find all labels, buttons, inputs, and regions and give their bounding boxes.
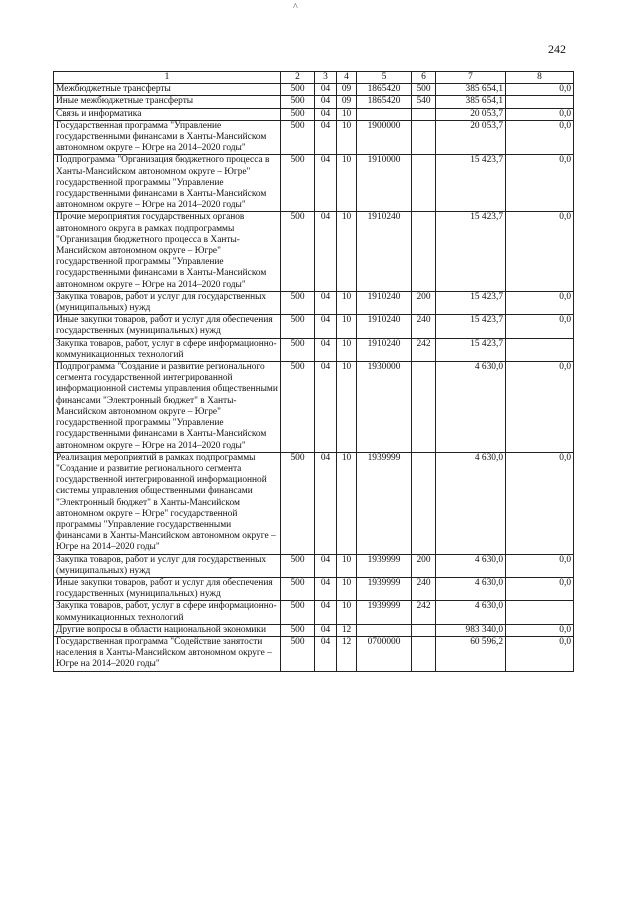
table-row xyxy=(54,577,574,600)
section-code-cell: 04 xyxy=(315,554,337,577)
amount-cell: 4 630,0 xyxy=(436,554,506,577)
section-code-cell: 04 xyxy=(315,624,337,636)
section-code-cell: 04 xyxy=(315,291,337,314)
table-row xyxy=(54,96,574,108)
expense-type-cell xyxy=(412,362,436,453)
target-article-cell: 1939999 xyxy=(357,554,412,577)
table-row xyxy=(54,601,574,624)
second-amount-cell: 0,0 xyxy=(506,120,574,155)
amount-cell: 15 423,7 xyxy=(436,155,506,212)
section-code-cell: 04 xyxy=(315,315,337,338)
section-code-cell: 04 xyxy=(315,120,337,155)
amount-cell: 4 630,0 xyxy=(436,601,506,624)
expense-type-cell: 240 xyxy=(412,315,436,338)
second-amount-cell: 0,0 xyxy=(506,291,574,314)
second-amount-cell: 0,0 xyxy=(506,452,574,554)
target-article-cell: 1910000 xyxy=(357,155,412,212)
section-code-cell: 04 xyxy=(315,155,337,212)
column-header: 2 xyxy=(281,72,315,84)
table-row xyxy=(54,212,574,291)
ministry-code-cell: 500 xyxy=(281,84,315,96)
table-row xyxy=(54,108,574,120)
section-code-cell: 04 xyxy=(315,212,337,291)
subsection-code-cell: 12 xyxy=(337,624,357,636)
expense-type-cell: 500 xyxy=(412,84,436,96)
column-header: 6 xyxy=(412,72,436,84)
column-header: 1 xyxy=(54,72,281,84)
row-name-cell: Подпрограмма "Создание и развитие регионального сегмента государственной интегрированной информационной системы управления общественными финансами "Электронный бюджет" в Ханты-Мансийском автономном округе – Югре" государственной программы "Управление государственными финансами в Ханты-Мансийском автономном округе – Югре на 2014–2020 годы" xyxy=(54,362,281,453)
second-amount-cell: 0,0 xyxy=(506,636,574,671)
expense-type-cell xyxy=(412,108,436,120)
second-amount-cell: 0,0 xyxy=(506,108,574,120)
budget-table xyxy=(53,71,574,672)
section-code-cell: 04 xyxy=(315,577,337,600)
section-code-cell: 04 xyxy=(315,338,337,361)
expense-type-cell xyxy=(412,120,436,155)
table-row xyxy=(54,315,574,338)
row-name-cell: Связь и информатика xyxy=(54,108,281,120)
page-number: 242 xyxy=(548,42,566,56)
table-row xyxy=(54,636,574,671)
target-article-cell: 1910240 xyxy=(357,212,412,291)
row-name-cell: Иные межбюджетные трансферты xyxy=(54,96,281,108)
target-article-cell: 1910240 xyxy=(357,338,412,361)
second-amount-cell xyxy=(506,96,574,108)
subsection-code-cell: 10 xyxy=(337,577,357,600)
section-code-cell: 04 xyxy=(315,452,337,554)
table-row xyxy=(54,362,574,453)
target-article-cell: 1930000 xyxy=(357,362,412,453)
expense-type-cell xyxy=(412,636,436,671)
ministry-code-cell: 500 xyxy=(281,601,315,624)
row-name-cell: Государственная программа "Содействие занятости населения в Ханты-Мансийском автономном округе – Югре на 2014–2020 годы" xyxy=(54,636,281,671)
expense-type-cell xyxy=(412,624,436,636)
second-amount-cell: 0,0 xyxy=(506,212,574,291)
table-row xyxy=(54,338,574,361)
amount-cell: 4 630,0 xyxy=(436,577,506,600)
second-amount-cell xyxy=(506,601,574,624)
row-name-cell: Подпрограмма "Организация бюджетного процесса в Ханты-Мансийском автономном округе – Югре" государственной программы "Управление государственными финансами в Ханты-Мансийском автономном округе – Югре на 2014–2020 годы" xyxy=(54,155,281,212)
row-name-cell: Прочие мероприятия государственных органов автономного округа в рамках подпрограммы "Организация бюджетного процесса в Ханты-Мансийском автономном округе – Югре" государственной программы "Управление государственными финансами в Ханты-Мансийском автономном округе – Югре на 2014–2020 годы" xyxy=(54,212,281,291)
table-row xyxy=(54,120,574,155)
amount-cell: 4 630,0 xyxy=(436,452,506,554)
ministry-code-cell: 500 xyxy=(281,338,315,361)
subsection-code-cell: 10 xyxy=(337,362,357,453)
amount-cell: 385 654,1 xyxy=(436,96,506,108)
column-header: 3 xyxy=(315,72,337,84)
expense-type-cell xyxy=(412,212,436,291)
ministry-code-cell: 500 xyxy=(281,362,315,453)
ministry-code-cell: 500 xyxy=(281,108,315,120)
table-row xyxy=(54,155,574,212)
expense-type-cell: 200 xyxy=(412,291,436,314)
ministry-code-cell: 500 xyxy=(281,291,315,314)
page-top-mark: ^ xyxy=(293,2,298,13)
column-header: 8 xyxy=(506,72,574,84)
column-header: 4 xyxy=(337,72,357,84)
ministry-code-cell: 500 xyxy=(281,155,315,212)
row-name-cell: Закупка товаров, работ и услуг для государственных (муниципальных) нужд xyxy=(54,291,281,314)
table-body xyxy=(54,84,574,671)
target-article-cell xyxy=(357,624,412,636)
target-article-cell: 1865420 xyxy=(357,96,412,108)
row-name-cell: Закупка товаров, работ, услуг в сфере информационно-коммуникационных технологий xyxy=(54,601,281,624)
amount-cell: 4 630,0 xyxy=(436,362,506,453)
ministry-code-cell: 500 xyxy=(281,212,315,291)
section-code-cell: 04 xyxy=(315,108,337,120)
expense-type-cell: 240 xyxy=(412,577,436,600)
ministry-code-cell: 500 xyxy=(281,315,315,338)
amount-cell: 20 053,7 xyxy=(436,120,506,155)
column-header: 7 xyxy=(436,72,506,84)
subsection-code-cell: 10 xyxy=(337,452,357,554)
expense-type-cell: 200 xyxy=(412,554,436,577)
second-amount-cell: 0,0 xyxy=(506,624,574,636)
subsection-code-cell: 10 xyxy=(337,554,357,577)
amount-cell: 983 340,0 xyxy=(436,624,506,636)
subsection-code-cell: 10 xyxy=(337,120,357,155)
target-article-cell: 0700000 xyxy=(357,636,412,671)
subsection-code-cell: 09 xyxy=(337,84,357,96)
row-name-cell: Другие вопросы в области национальной экономики xyxy=(54,624,281,636)
amount-cell: 15 423,7 xyxy=(436,291,506,314)
amount-cell: 15 423,7 xyxy=(436,212,506,291)
ministry-code-cell: 500 xyxy=(281,624,315,636)
row-name-cell: Реализация мероприятий в рамках подпрограммы "Создание и развитие регионального сегмента государственной интегрированной информационной системы управления общественными финансами "Электронный бюджет" в Ханты-Мансийском автономном округе – Югре" государственной программы "Управление государственными финансами в Ханты-Мансийском автономном округе – Югре на 2014–2020 годы" xyxy=(54,452,281,554)
row-name-cell: Закупка товаров, работ и услуг для государственных (муниципальных) нужд xyxy=(54,554,281,577)
row-name-cell: Межбюджетные трансферты xyxy=(54,84,281,96)
second-amount-cell: 0,0 xyxy=(506,155,574,212)
subsection-code-cell: 09 xyxy=(337,96,357,108)
subsection-code-cell: 10 xyxy=(337,155,357,212)
subsection-code-cell: 10 xyxy=(337,601,357,624)
target-article-cell: 1900000 xyxy=(357,120,412,155)
ministry-code-cell: 500 xyxy=(281,96,315,108)
expense-type-cell: 242 xyxy=(412,338,436,361)
target-article-cell: 1910240 xyxy=(357,291,412,314)
ministry-code-cell: 500 xyxy=(281,636,315,671)
target-article-cell xyxy=(357,108,412,120)
expense-type-cell xyxy=(412,452,436,554)
ministry-code-cell: 500 xyxy=(281,554,315,577)
amount-cell: 20 053,7 xyxy=(436,108,506,120)
target-article-cell: 1910240 xyxy=(357,315,412,338)
row-name-cell: Закупка товаров, работ, услуг в сфере информационно-коммуникационных технологий xyxy=(54,338,281,361)
column-header: 5 xyxy=(357,72,412,84)
target-article-cell: 1865420 xyxy=(357,84,412,96)
section-code-cell: 04 xyxy=(315,636,337,671)
expense-type-cell: 540 xyxy=(412,96,436,108)
expense-type-cell xyxy=(412,155,436,212)
second-amount-cell: 0,0 xyxy=(506,84,574,96)
subsection-code-cell: 10 xyxy=(337,315,357,338)
amount-cell: 60 596,2 xyxy=(436,636,506,671)
second-amount-cell: 0,0 xyxy=(506,315,574,338)
ministry-code-cell: 500 xyxy=(281,452,315,554)
table-header-row xyxy=(54,72,574,84)
subsection-code-cell: 10 xyxy=(337,108,357,120)
section-code-cell: 04 xyxy=(315,84,337,96)
subsection-code-cell: 10 xyxy=(337,212,357,291)
subsection-code-cell: 12 xyxy=(337,636,357,671)
row-name-cell: Иные закупки товаров, работ и услуг для обеспечения государственных (муниципальных) нужд xyxy=(54,315,281,338)
second-amount-cell xyxy=(506,338,574,361)
row-name-cell: Иные закупки товаров, работ и услуг для обеспечения государственных (муниципальных) нужд xyxy=(54,577,281,600)
target-article-cell: 1939999 xyxy=(357,601,412,624)
subsection-code-cell: 10 xyxy=(337,338,357,361)
second-amount-cell: 0,0 xyxy=(506,554,574,577)
amount-cell: 15 423,7 xyxy=(436,315,506,338)
second-amount-cell: 0,0 xyxy=(506,362,574,453)
target-article-cell: 1939999 xyxy=(357,577,412,600)
table-row xyxy=(54,554,574,577)
table-row xyxy=(54,291,574,314)
target-article-cell: 1939999 xyxy=(357,452,412,554)
amount-cell: 15 423,7 xyxy=(436,338,506,361)
expense-type-cell: 242 xyxy=(412,601,436,624)
second-amount-cell: 0,0 xyxy=(506,577,574,600)
subsection-code-cell: 10 xyxy=(337,291,357,314)
section-code-cell: 04 xyxy=(315,96,337,108)
table-row xyxy=(54,452,574,554)
table-row xyxy=(54,624,574,636)
table-row xyxy=(54,84,574,96)
section-code-cell: 04 xyxy=(315,601,337,624)
row-name-cell: Государственная программа "Управление государственными финансами в Ханты-Мансийском автономном округе – Югре на 2014–2020 годы" xyxy=(54,120,281,155)
ministry-code-cell: 500 xyxy=(281,120,315,155)
ministry-code-cell: 500 xyxy=(281,577,315,600)
section-code-cell: 04 xyxy=(315,362,337,453)
amount-cell: 385 654,1 xyxy=(436,84,506,96)
